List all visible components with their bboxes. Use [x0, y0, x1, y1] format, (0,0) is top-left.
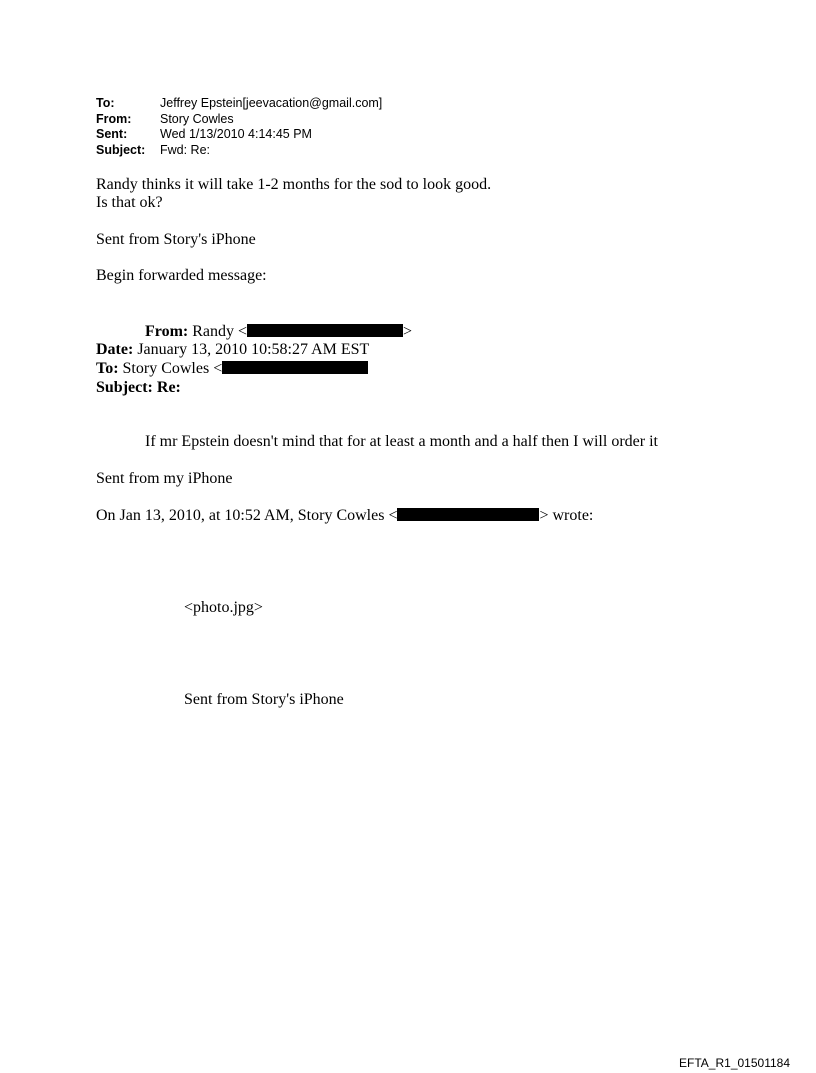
body-signature: Sent from Story's iPhone — [96, 231, 256, 248]
quote-attribution — [96, 506, 593, 525]
forwarded-from-line — [145, 322, 412, 341]
header-sent-row — [96, 127, 382, 143]
redaction-bar — [397, 508, 539, 521]
forwarded-date-label: Date: — [96, 341, 134, 358]
to-value: Jeffrey Epstein[jeevacation@gmail.com] — [160, 96, 383, 110]
forwarded-from-value: Randy < — [192, 323, 248, 340]
to-label: To: — [96, 96, 115, 110]
attachment-placeholder: <photo.jpg> — [184, 599, 263, 616]
forwarded-from-label: From: — [145, 323, 189, 340]
header-subject-row — [96, 143, 382, 159]
subject-label: Subject: — [96, 142, 146, 157]
reply-signature: Sent from my iPhone — [96, 470, 233, 487]
forwarded-subject-label: Subject: Re: — [96, 379, 181, 396]
email-header — [96, 96, 382, 158]
forwarded-date-line — [96, 340, 369, 359]
subject-value: Fwd: Re: — [160, 142, 211, 157]
header-from-row — [96, 112, 382, 128]
sent-label: Sent: — [96, 127, 128, 141]
sent-value: Wed 1/13/2010 4:14:45 PM — [160, 127, 312, 141]
forwarded-date-value: January 13, 2010 10:58:27 AM EST — [137, 341, 370, 358]
redaction-bar — [222, 361, 368, 374]
body-line-2: Is that ok? — [96, 194, 163, 211]
quote-prefix: On Jan 13, 2010, at 10:52 AM, Story Cowles < — [96, 507, 398, 524]
forwarded-to-label: To: — [96, 360, 119, 377]
reply-message: If mr Epstein doesn't mind that for at least a month and a half then I will order it — [145, 433, 658, 450]
forward-intro: Begin forwarded message: — [96, 267, 267, 284]
from-label: From: — [96, 111, 132, 126]
document-id: EFTA_R1_01501184 — [679, 1056, 790, 1070]
header-to-row — [96, 96, 382, 112]
forwarded-to-value: Story Cowles < — [122, 360, 223, 377]
forwarded-to-line — [96, 359, 368, 378]
forwarded-from-close: > — [403, 323, 413, 340]
quote-suffix: > wrote: — [539, 507, 594, 524]
forwarded-subject-line — [96, 378, 181, 397]
quoted-signature: Sent from Story's iPhone — [184, 691, 344, 708]
redaction-bar — [247, 324, 403, 337]
from-value: Story Cowles — [160, 111, 234, 126]
body-line-1: Randy thinks it will take 1-2 months for the sod to look good. — [96, 176, 492, 193]
